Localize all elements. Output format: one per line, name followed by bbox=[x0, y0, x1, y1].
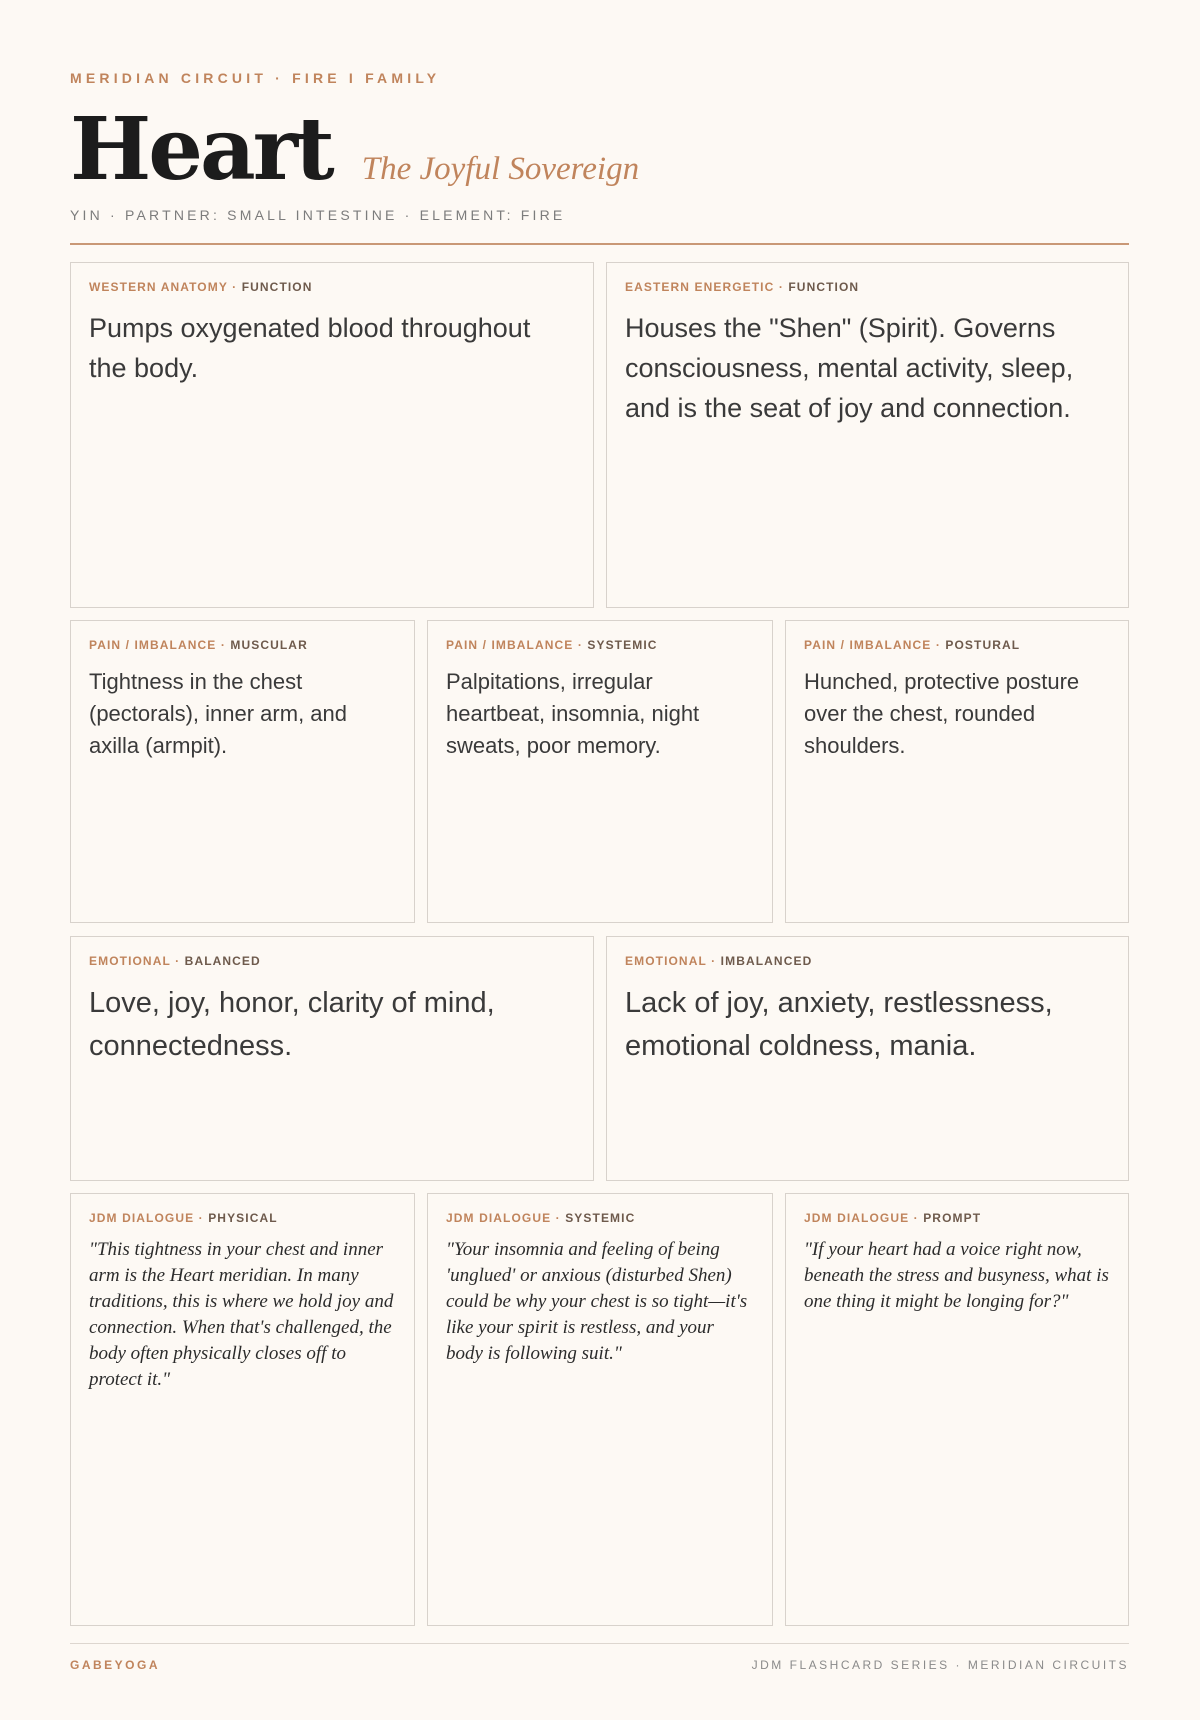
title-row bbox=[70, 100, 639, 200]
card-text: Lack of joy, anxiety, restlessness, emotional coldness, mania. bbox=[625, 987, 1053, 1062]
card-subcategory: SYSTEMIC bbox=[565, 1211, 636, 1225]
card-label bbox=[89, 1211, 396, 1225]
card-category: PAIN / IMBALANCE bbox=[804, 638, 932, 652]
card-subcategory: FUNCTION bbox=[788, 280, 860, 294]
card-separator: · bbox=[913, 1211, 919, 1225]
card-eastern-function bbox=[606, 262, 1129, 608]
card-dialogue-prompt bbox=[785, 1193, 1129, 1626]
card-category: EASTERN ENERGETIC bbox=[625, 280, 775, 294]
card-separator: · bbox=[220, 638, 226, 652]
card-label bbox=[89, 280, 575, 294]
card-separator: · bbox=[577, 638, 583, 652]
card-label bbox=[446, 1211, 754, 1225]
card-label bbox=[804, 638, 1110, 652]
card-label bbox=[625, 280, 1110, 294]
card-dialogue-physical bbox=[70, 1193, 415, 1626]
card-text: Love, joy, honor, clarity of mind, connectedness. bbox=[89, 987, 495, 1062]
card-emotional-balanced bbox=[70, 936, 594, 1181]
card-separator: · bbox=[778, 280, 784, 294]
card-text: Palpitations, irregular heartbeat, insomnia, night sweats, poor memory. bbox=[446, 669, 700, 758]
card-pain-systemic bbox=[427, 620, 773, 923]
header-divider bbox=[70, 243, 1129, 245]
card-label bbox=[625, 954, 1110, 968]
page-title: Heart bbox=[70, 99, 332, 200]
card-pain-muscular bbox=[70, 620, 415, 923]
card-subcategory: BALANCED bbox=[184, 954, 261, 968]
card-text: Hunched, protective posture over the chest, rounded shoulders. bbox=[804, 669, 1080, 758]
card-category: EMOTIONAL bbox=[89, 954, 171, 968]
flashcard-page bbox=[70, 0, 1129, 1720]
card-subcategory: PROMPT bbox=[923, 1211, 982, 1225]
card-separator: · bbox=[232, 280, 238, 294]
card-category: PAIN / IMBALANCE bbox=[89, 638, 217, 652]
card-separator: · bbox=[175, 954, 181, 968]
card-category: JDM DIALOGUE bbox=[446, 1211, 552, 1225]
page-subtitle: The Joyful Sovereign bbox=[361, 151, 640, 187]
card-subcategory: PHYSICAL bbox=[208, 1211, 278, 1225]
card-quote: "This tightness in your chest and inner arm is the Heart meridian. In many traditions, this is where we hold joy and connection. When that's challenged, the body often physically closes off to protect it." bbox=[89, 1239, 394, 1390]
card-western-function bbox=[70, 262, 594, 608]
card-dialogue-systemic bbox=[427, 1193, 773, 1626]
card-text: Houses the "Shen" (Spirit). Governs consciousness, mental activity, sleep, and is the seat of joy and connection. bbox=[625, 313, 1074, 423]
card-separator: · bbox=[711, 954, 717, 968]
card-quote: "Your insomnia and feeling of being 'unglued' or anxious (disturbed Shen) could be why your chest is so tight—it's like your spirit is restless, and your body is following suit." bbox=[446, 1239, 748, 1364]
card-category: WESTERN ANATOMY bbox=[89, 280, 228, 294]
card-label bbox=[89, 638, 396, 652]
card-subcategory: MUSCULAR bbox=[230, 638, 308, 652]
card-separator: · bbox=[198, 1211, 204, 1225]
card-text: Tightness in the chest (pectorals), inner arm, and axilla (armpit). bbox=[89, 669, 347, 758]
card-label bbox=[446, 638, 754, 652]
card-separator: · bbox=[555, 1211, 561, 1225]
card-subcategory: POSTURAL bbox=[945, 638, 1021, 652]
card-emotional-imbalanced bbox=[606, 936, 1129, 1181]
card-subcategory: SYSTEMIC bbox=[587, 638, 658, 652]
card-category: EMOTIONAL bbox=[625, 954, 707, 968]
card-separator: · bbox=[935, 638, 941, 652]
footer-divider bbox=[70, 1643, 1129, 1644]
card-subcategory: FUNCTION bbox=[241, 280, 313, 294]
eyebrow-label: MERIDIAN CIRCUIT · FIRE I FAMILY bbox=[70, 70, 441, 86]
card-label bbox=[804, 1211, 1110, 1225]
footer-brand: GABEYOGA bbox=[70, 1658, 161, 1672]
card-category: JDM DIALOGUE bbox=[89, 1211, 195, 1225]
card-quote: "If your heart had a voice right now, beneath the stress and busyness, what is one thing it might be longing for?" bbox=[804, 1239, 1109, 1312]
card-subcategory: IMBALANCED bbox=[720, 954, 813, 968]
card-text: Pumps oxygenated blood throughout the body. bbox=[89, 313, 531, 383]
card-label bbox=[89, 954, 575, 968]
card-category: JDM DIALOGUE bbox=[804, 1211, 910, 1225]
card-pain-postural bbox=[785, 620, 1129, 923]
footer-series: JDM FLASHCARD SERIES · MERIDIAN CIRCUITS bbox=[751, 1658, 1129, 1672]
card-category: PAIN / IMBALANCE bbox=[446, 638, 574, 652]
meta-line: YIN · PARTNER: SMALL INTESTINE · ELEMENT: FIRE bbox=[70, 207, 566, 223]
